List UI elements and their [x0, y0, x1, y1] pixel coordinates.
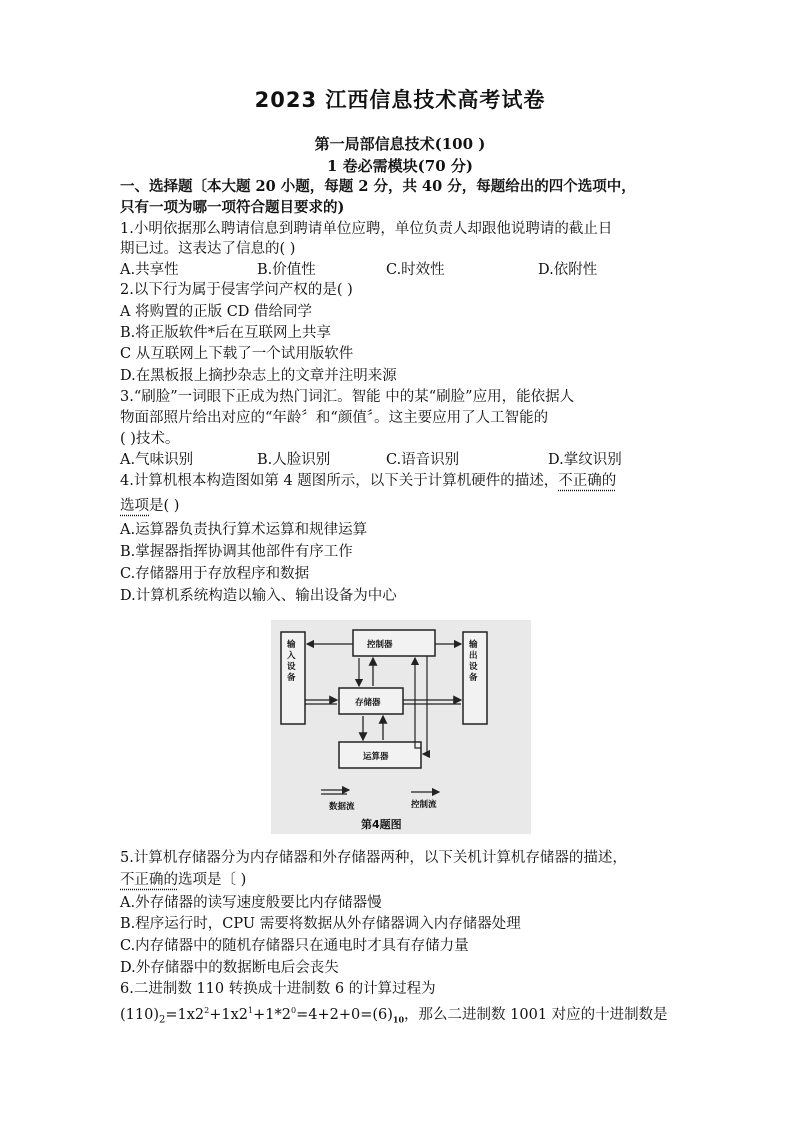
q5-option-b: B.程序运行时，CPU 需要将数据从外存储器调入内存储器处理: [120, 916, 521, 932]
q3-option-c: C.语音识别: [386, 452, 460, 468]
q1-stem-line2: 期已过。这表达了信息的( ): [120, 241, 296, 257]
module-title: 1 卷必需模块(70 分): [327, 157, 473, 175]
q6-base-10: 10: [392, 1014, 405, 1025]
q3-stem-line1: 3.“刷脸”一词眼下正成为热门词汇。智能 中的某“刷脸”应用，能依据人: [120, 389, 575, 405]
part-title: 第一局部信息技术(100 ): [314, 135, 486, 153]
memory-label: 存储器: [355, 698, 381, 708]
q6-exp-1: 1: [248, 1006, 254, 1015]
output-device-label: 输出设备: [469, 640, 478, 683]
q6-base-2: 2: [159, 1014, 166, 1026]
q4-option-b: B.掌握器指挥协调其他部件有序工作: [120, 544, 353, 560]
q1-option-d: D.依附性: [538, 262, 598, 278]
legend-data-flow-label: 数据流: [329, 802, 355, 812]
q3-stem-line2: 物面部照片给出对应的“年龄〞和“颜值〞。这主要应用了人工智能的: [120, 410, 549, 426]
q6-expr-term2: +1x2: [209, 1006, 249, 1023]
q1-option-b: B.价值性: [257, 262, 316, 278]
q2-option-d: D.在黑板报上摘抄杂志上的文章并注明来源: [120, 368, 397, 384]
controller-box: [353, 630, 435, 656]
q3-option-b: B.人脸识别: [257, 452, 331, 468]
q3-options: [120, 450, 720, 470]
q1-stem-line1: 1.小明依据那么聘请信息到聘请单位应聘，单位负责人却跟他说聘请的截止日: [120, 221, 613, 237]
q4-emphasis: 不正确的: [558, 473, 617, 489]
q6-expr-result: =4+2+0=(6): [296, 1006, 393, 1023]
q1-option-a: A.共享性: [120, 262, 179, 278]
controller-label: 控制器: [367, 640, 393, 650]
page-title: 2023 江西信息技术高考试卷: [254, 88, 546, 112]
legend-control-flow-label: 控制流: [411, 800, 437, 810]
alu-label: 运算器: [363, 752, 389, 762]
q5-emphasis: 不正确的: [120, 872, 178, 888]
q2-option-a: A 将购置的正版 CD 借给同学: [120, 304, 313, 320]
q4-stem-line1: [120, 471, 616, 491]
q3-stem-line3: ( )技术。: [120, 431, 180, 447]
q2-option-c: C 从互联网上下载了一个试用版软件: [120, 346, 354, 362]
controller-to-alu-arrow: [423, 656, 427, 754]
q6-expr-term3: +1*2: [253, 1006, 291, 1023]
q5-stem-line2: [120, 870, 246, 890]
alu-to-controller-arrow: [415, 658, 421, 748]
q3-option-a: A.气味识别: [120, 452, 194, 468]
q6-expr-tail: ，那么二进制数 1001 对应的十进制数是: [404, 1006, 668, 1023]
q6-expr-term1: =1x2: [165, 1006, 205, 1023]
q3-option-d: D.掌纹识别: [548, 452, 622, 468]
q4-option-d: D.计算机系统构造以输入、输出设备为中心: [120, 588, 397, 604]
q4-option-a: A.运算器负责执行算术运算和规律运算: [120, 522, 368, 538]
q6-expr-binary: (110): [120, 1006, 159, 1023]
q1-options: [120, 260, 720, 280]
q4-stem-tail: 是( ): [149, 498, 180, 514]
figure-caption: 第4题图: [361, 818, 402, 831]
q4-emphasis-2: 选项: [120, 498, 149, 514]
section-heading-line1: 一、选择题〔本大题 20 小题，每题 2 分，共 40 分，每题给出的四个选项中，: [120, 178, 636, 195]
q4-stem-line2: [120, 496, 179, 516]
q4-stem-text: 4.计算机根本构造图如第 4 题图所示，以下关于计算机硬件的描述，: [120, 473, 559, 489]
q6-stem-line1: 6.二进制数 110 转换成十进制数 6 的计算过程为: [120, 981, 436, 997]
computer-structure-diagram: [271, 620, 531, 834]
q5-stem-line1: 5.计算机存储器分为内存储器和外存储器两种，以下关机计算机存储器的描述，: [120, 850, 627, 866]
q5-option-c: C.内存储器中的随机存储器只在通电时才具有存储力量: [120, 938, 469, 954]
computer-structure-figure: [271, 620, 531, 834]
q5-stem-tail: 选项是〔 ): [178, 872, 247, 888]
q6-exp-2: 2: [204, 1006, 210, 1015]
q4-option-c: C.存储器用于存放程序和数据: [120, 566, 310, 582]
q5-option-d: D.外存储器中的数据断电后会丧失: [120, 960, 339, 976]
q5-option-a: A.外存储器的读写速度般要比内存储器慢: [120, 895, 382, 911]
section-heading-line2: 只有一项为哪一项符合题目要求的): [120, 199, 345, 216]
q1-option-c: C.时效性: [386, 262, 445, 278]
input-device-label: 输入设备: [287, 640, 296, 683]
q2-stem: 2.以下行为属于侵害学问产权的是( ): [120, 282, 353, 298]
q6-expression: [120, 1001, 668, 1031]
q6-exp-0: 0: [290, 1006, 297, 1015]
q2-option-b: B.将正版软件*后在互联网上共享: [120, 325, 332, 341]
